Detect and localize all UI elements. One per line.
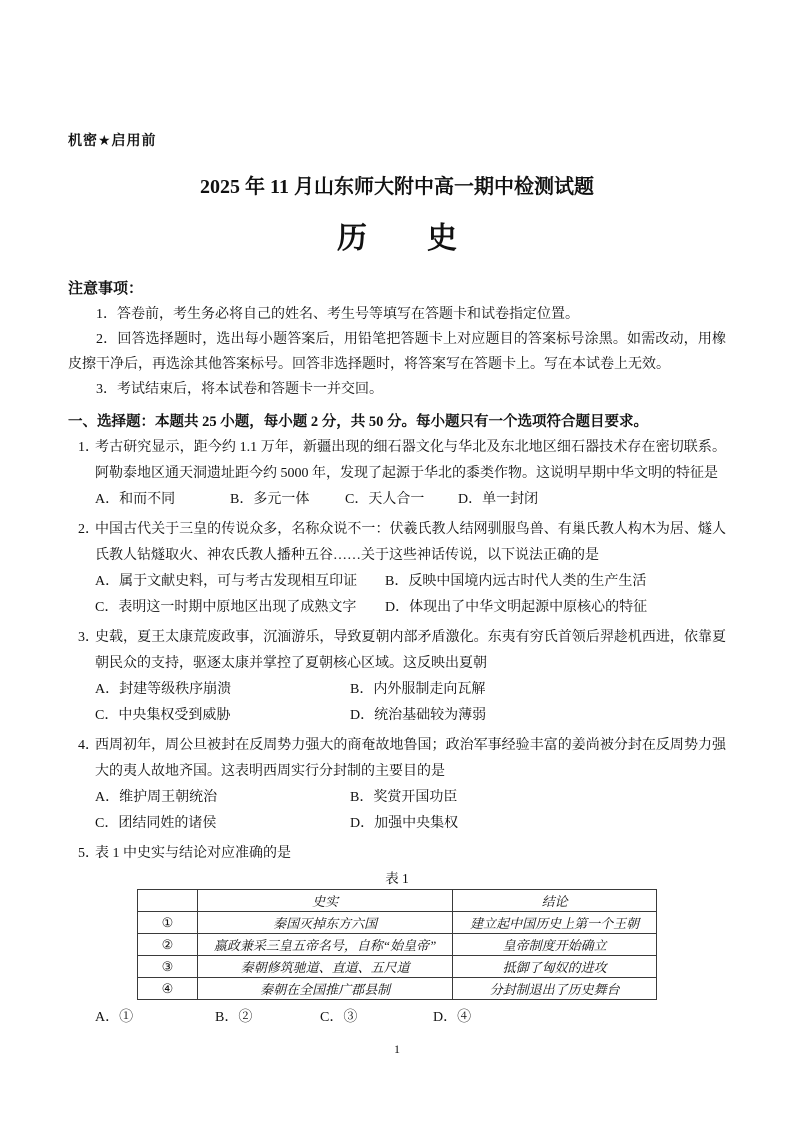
header-cell-fact: 史实 [198,890,453,912]
question-1-number: 1． [78,440,99,455]
question-1-option-c: C．天人合一 [345,492,425,507]
table-row: ④ 秦朝在全国推广郡县制 分封制退出了历史舞台 [138,978,657,1000]
notice-section [68,276,726,402]
section-heading: 一、选择题：本题共 25 小题，每小题 2 分，共 50 分。每小题只有一个选项符合题目要求。 [68,414,648,430]
question-1 [68,435,726,513]
subject-title: 历 史 [337,222,457,255]
question-3-stem: 史载，夏王太康荒废政事，沉湎游乐，导致夏朝内部矛盾激化。东夷有穷氏首领后羿趁机西进，依靠夏朝民众的支持，驱逐太康并掌控了夏朝核心区域。这反映出夏朝 [95,630,726,671]
table-row: ② 嬴政兼采三皇五帝名号，自称“始皇帝” 皇帝制度开始确立 [138,934,657,956]
confidential-marker: 机密★启用前 [68,132,157,148]
question-5 [68,841,726,1031]
notice-heading: 注意事项： [68,281,144,297]
question-5-stem: 表 1 中史实与结论对应准确的是 [95,846,291,861]
question-3 [68,625,726,729]
question-5-number: 5． [78,846,99,861]
question-4-option-b: B．奖赏开国功臣 [350,790,458,805]
question-5-option-b: B．② [215,1010,253,1025]
question-4-option-a: A．维护周王朝统治 [95,790,218,805]
question-1-options [95,487,726,513]
question-4-options [95,785,726,837]
question-1-stem: 考古研究显示，距今约 1.1 万年，新疆出现的细石器文化与华北及东北地区细石器技术存在密切联系。阿勒泰地区通天洞遗址距今约 5000 年，发现了起源于华北的黍类作物。这说明早期中华文明的特征是 [95,440,726,481]
fact-conclusion-table-wrap [137,871,657,1000]
question-3-number: 3． [78,630,99,645]
exam-content [68,276,726,1035]
question-5-option-a: A．① [95,1010,134,1025]
page-number: 1 [394,1042,400,1056]
table-row: ① 秦国灭掉东方六国 建立起中国历史上第一个王朝 [138,912,657,934]
question-4-option-d: D．加强中央集权 [350,816,459,831]
question-2-option-c: C．表明这一时期中原地区出现了成熟文字 [95,600,357,615]
question-2-option-b: B．反映中国境内远古时代人类的生产生活 [385,574,647,589]
question-2-option-d: D．体现出了中华文明起源中原核心的特征 [385,600,648,615]
table-row: ③ 秦朝修筑驰道、直道、五尺道 抵御了匈奴的进攻 [138,956,657,978]
question-5-options [95,1005,726,1031]
question-4 [68,733,726,837]
header-cell-conclusion: 结论 [453,890,657,912]
table-caption: 表 1 [385,871,409,886]
table-header-row [138,890,657,912]
question-1-option-b: B．多元一体 [230,492,310,507]
question-3-option-c: C．中央集权受到威胁 [95,708,231,723]
question-2-options [95,569,726,621]
question-2-number: 2． [78,522,99,537]
notice-item-3: 3．考试结束后，将本试卷和答题卡一并交回。 [96,382,383,397]
question-4-number: 4． [78,738,99,753]
question-4-option-c: C．团结同姓的诸侯 [95,816,217,831]
notice-item-2: 2．回答选择题时，选出每小题答案后，用铅笔把答题卡上对应题目的答案标号涂黑。如需改动，用橡皮擦干净后，再选涂其他答案标号。回答非选择题时，将答案写在答题卡上。写在本试卷上无效。 [68,332,726,372]
question-3-option-d: D．统治基础较为薄弱 [350,708,487,723]
question-4-stem: 西周初年，周公旦被封在反周势力强大的商奄故地鲁国；政治军事经验丰富的姜尚被分封在反周势力强大的夷人故地齐国。这表明西周实行分封制的主要目的是 [95,738,726,779]
fact-conclusion-table [137,889,657,1000]
notice-item-1: 1．答卷前，考生务必将自己的姓名、考生号等填写在答题卡和试卷指定位置。 [96,307,579,322]
question-3-option-a: A．封建等级秩序崩溃 [95,682,232,697]
header-cell-empty [138,890,198,912]
question-3-options [95,677,726,729]
question-5-option-c: C．③ [320,1010,358,1025]
question-3-option-b: B．内外服制走向瓦解 [350,682,486,697]
question-2-stem: 中国古代关于三皇的传说众多，名称众说不一：伏羲氏教人结网驯服鸟兽、有巢氏教人构木为居、燧人氏教人钻燧取火、神农氏教人播种五谷……关于这些神话传说，以下说法正确的是 [95,522,726,563]
question-5-option-d: D．④ [433,1010,472,1025]
question-2-option-a: A．属于文献史料，可与考古发现相互印证 [95,574,358,589]
exam-title: 2025 年 11 月山东师大附中高一期中检测试题 [200,176,594,198]
question-1-option-d: D．单一封闭 [458,492,539,507]
question-1-option-a: A．和而不同 [95,492,176,507]
question-2 [68,517,726,621]
